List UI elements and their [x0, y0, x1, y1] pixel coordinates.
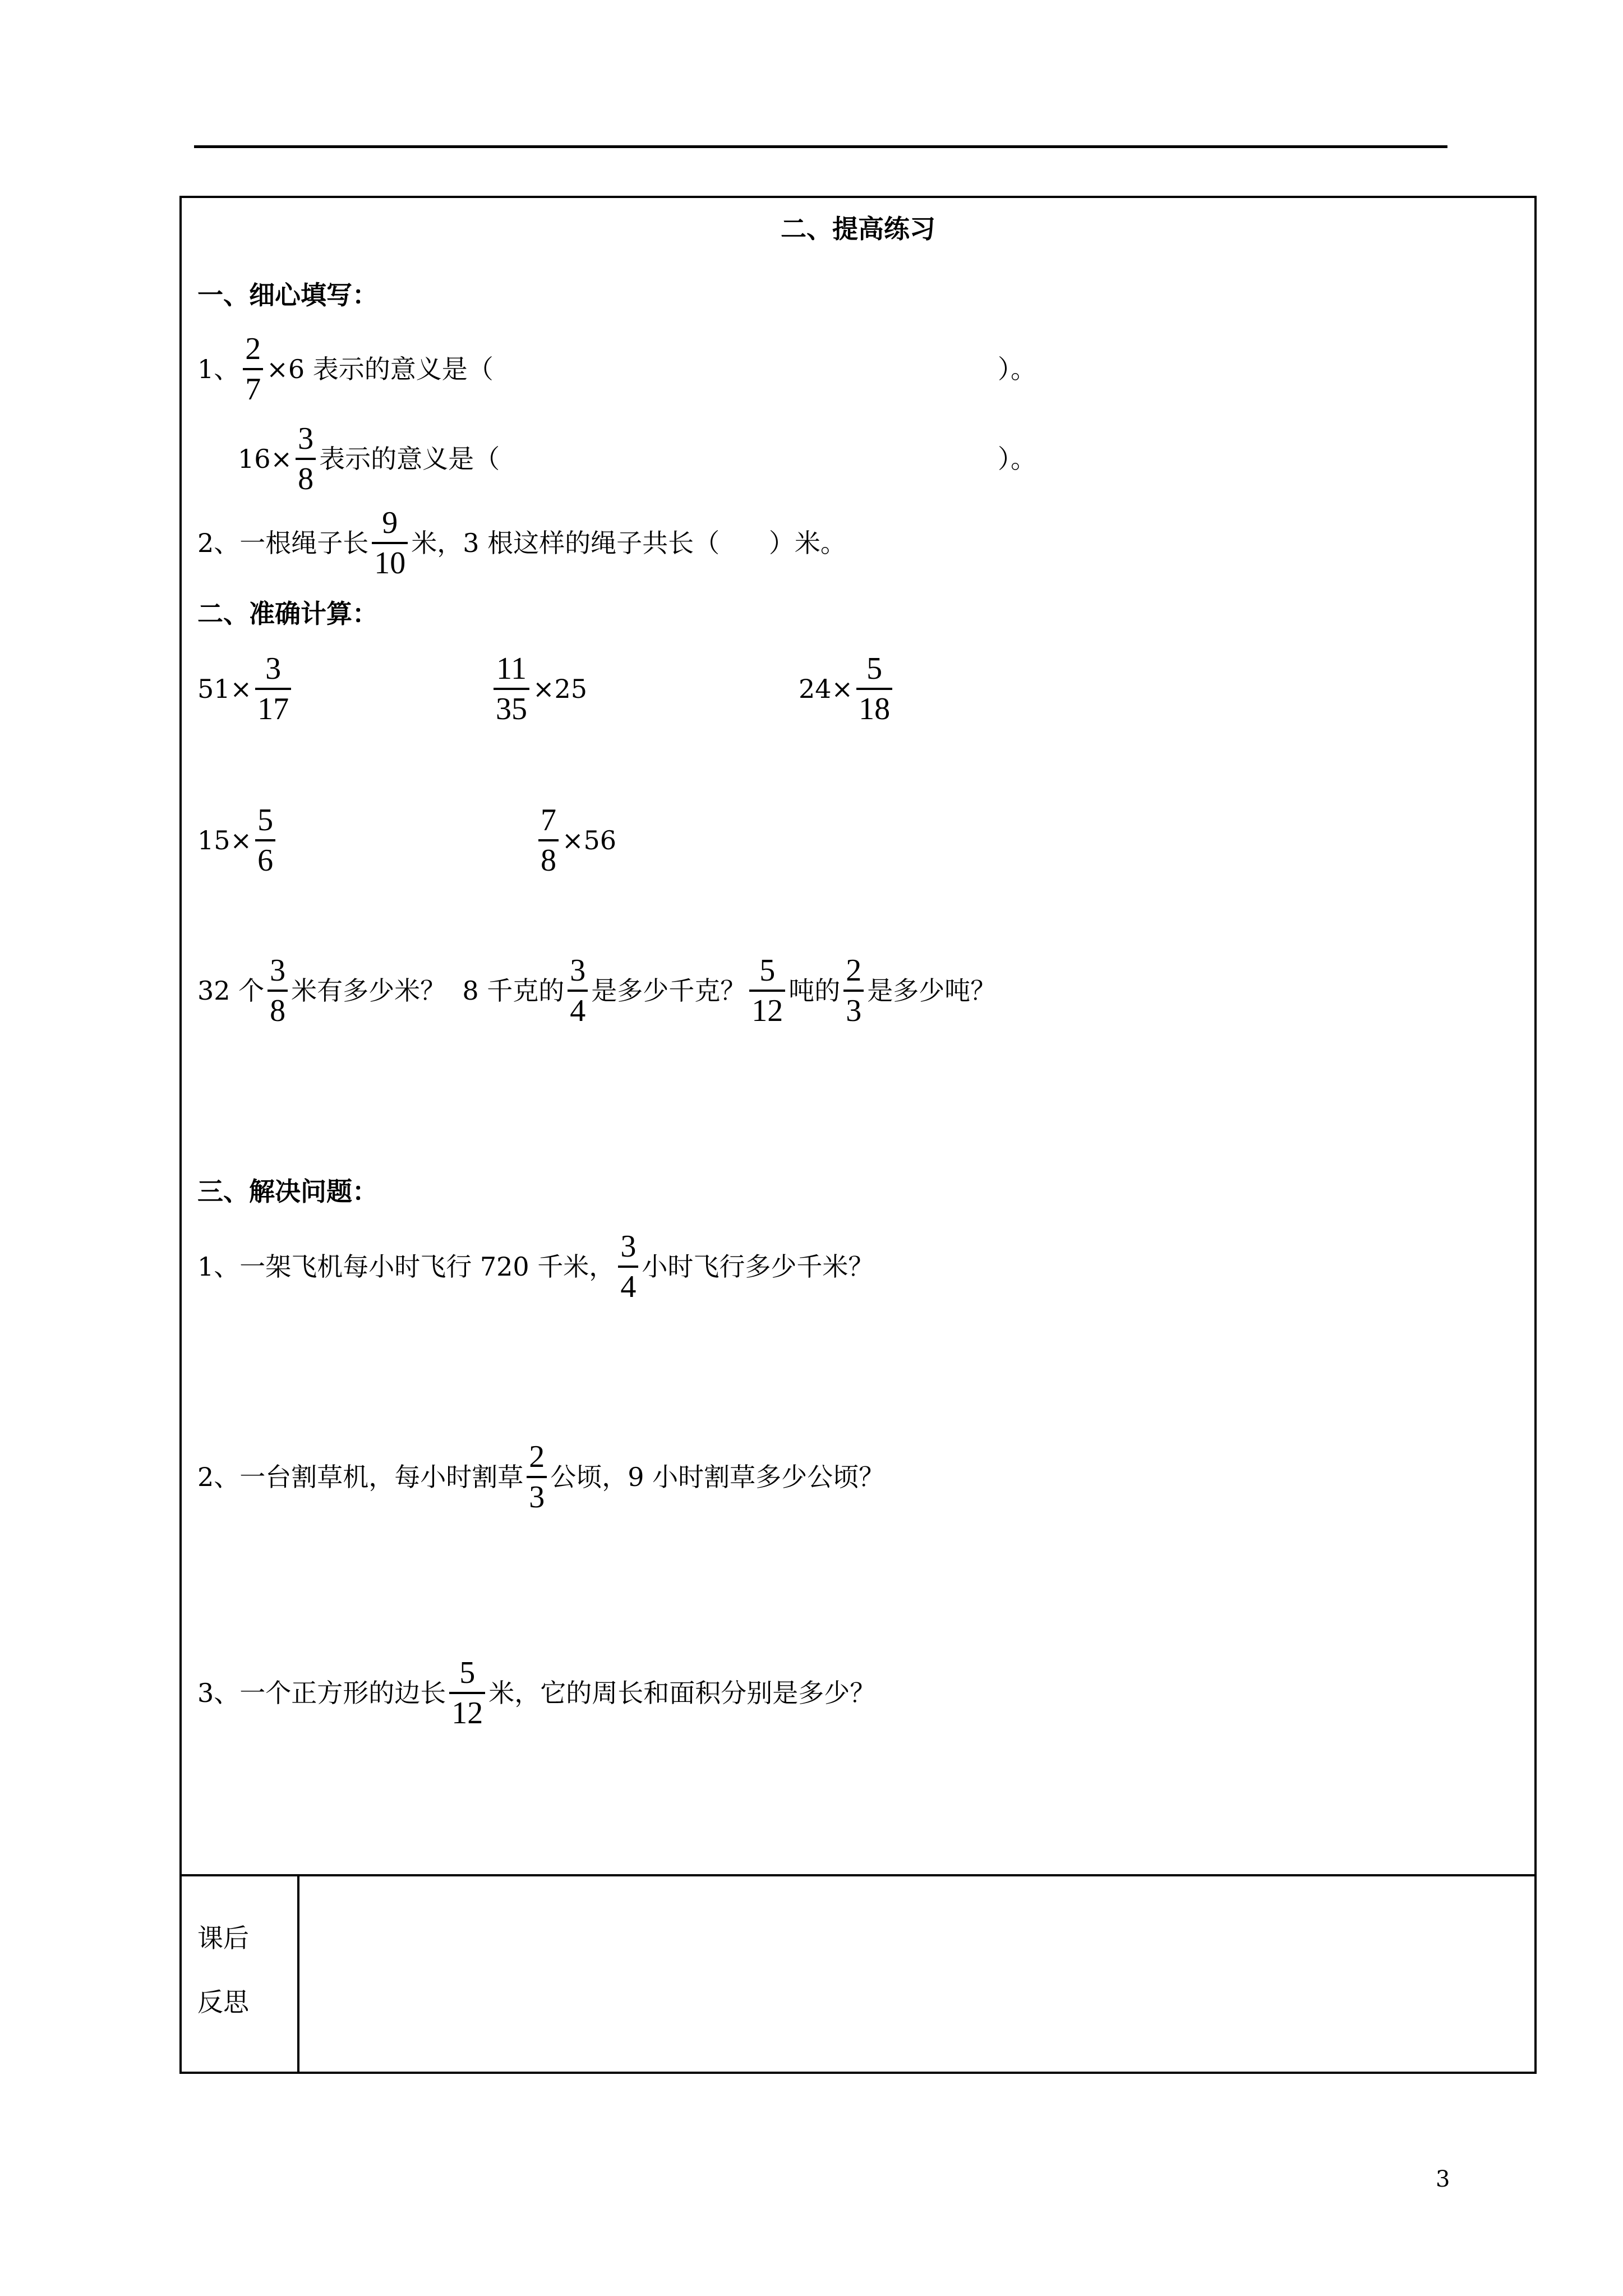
fraction: $\frac{5}{18}$	[856, 653, 892, 725]
fraction: $\frac{2}{3}$	[843, 955, 864, 1027]
section1-heading: 一、细心填写：	[197, 280, 378, 310]
worksheet-table	[179, 196, 1537, 2074]
word-calc-line: 32 个 $\frac{3}{8}$ 米有多少米？ 8 千克的 $\frac{3}{4}$ 是多少千克？ $\frac{5}{12}$ 吨的 $\frac{2}{3}$ 是多少吨？	[197, 953, 997, 1028]
problem-2: 2、一台割草机，每小时割草 $\frac{2}{3}$ 公顷，9 小时割草多少公顷？	[197, 1439, 885, 1515]
question-1a: 1、 $\frac{2}{7}$ ×6 表示的意义是（	[197, 332, 494, 407]
section3-heading: 三、解决问题：	[197, 1176, 378, 1207]
calc-5: $\frac{7}{8}$ ×56	[535, 798, 616, 882]
fraction: $\frac{3}{8}$	[268, 955, 288, 1027]
question-1b: 16× $\frac{3}{8}$ 表示的意义是（	[238, 421, 500, 496]
calc-4: 15× $\frac{5}{6}$	[197, 798, 279, 882]
fraction: $\frac{3}{8}$	[296, 423, 316, 495]
fraction: $\frac{5}{12}$	[749, 955, 785, 1027]
fraction: $\frac{2}{7}$	[243, 333, 263, 405]
page-title: 二、提高练习	[781, 214, 935, 244]
reflection-label-2: 反思	[197, 1987, 249, 2017]
reflection-label-1: 课后	[197, 1923, 249, 1953]
fraction: $\frac{5}{12}$	[449, 1657, 485, 1729]
header-rule	[194, 145, 1447, 148]
calc-3: 24× $\frac{5}{18}$	[799, 647, 896, 731]
problem-3: 3、一个正方形的边长 $\frac{5}{12}$ 米，它的周长和面积分别是多少？	[197, 1655, 876, 1731]
fraction: $\frac{3}{17}$	[255, 653, 291, 725]
fraction: $\frac{3}{4}$	[618, 1231, 638, 1303]
fraction: $\frac{7}{8}$	[538, 804, 559, 876]
calc-1: 51× $\frac{3}{17}$	[197, 647, 294, 731]
fraction: $\frac{9}{10}$	[372, 507, 408, 579]
question-2: 2、一根绳子长 $\frac{9}{10}$ 米，3 根这样的绳子共长（ ）米。	[197, 505, 846, 581]
fraction: $\frac{2}{3}$	[527, 1441, 547, 1513]
question-1a-close: ）。	[998, 354, 1036, 384]
section2-heading: 二、准确计算：	[197, 599, 378, 629]
fraction: $\frac{3}{4}$	[568, 955, 588, 1027]
table-divider-vertical	[297, 1874, 299, 2072]
question-1b-close: ）。	[998, 444, 1036, 474]
page-number: 3	[1436, 2166, 1450, 2192]
fraction: $\frac{11}{35}$	[494, 653, 529, 725]
fraction: $\frac{5}{6}$	[255, 804, 275, 876]
problem-1: 1、一架飞机每小时飞行 720 千米， $\frac{3}{4}$ 小时飞行多少千米？	[197, 1229, 874, 1304]
reflection-area[interactable]	[301, 1876, 1534, 2072]
calc-2: $\frac{11}{35}$ ×25	[490, 647, 587, 731]
